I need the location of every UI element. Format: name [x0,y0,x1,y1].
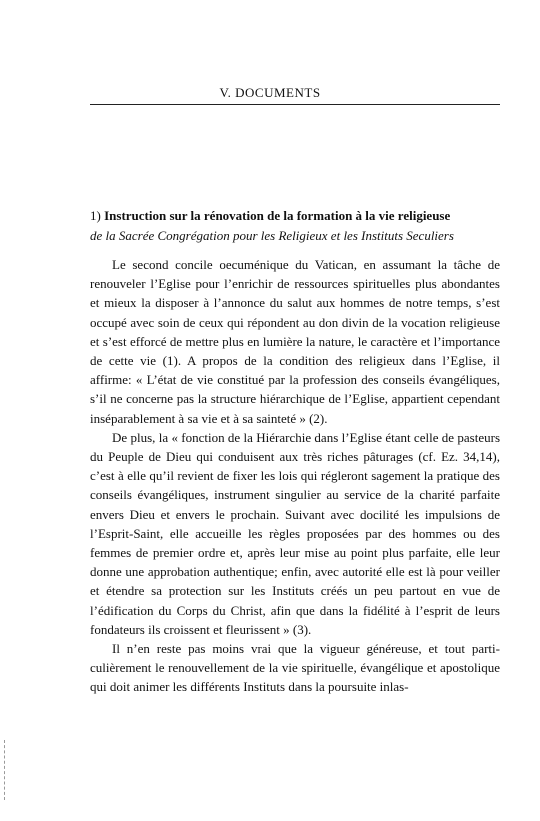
running-head: V. DOCUMENTS [219,85,321,100]
header-rule [90,104,500,105]
body-text [90,255,500,697]
heading-source: de la Sacrée Congrégation pour les Religieux et les Instituts Seculiers [90,228,454,243]
paragraph: Le second concile oecuménique du Vatican, en assumant la tâche de renouveler l’Eglise pour l’enrichir de ressources spirituelles plus abondantes et mieux la disposer à l’annonce du salut aux hommes de notre temps, s’est occupé avec soin de ceux qui répondent au don divin de la vocation religieuse et s’est efforcé de mettre plus en lumière la nature, le caractère et l’importance de cette vie (1). A propos de la condition des religieux dans l’Eglise, il affirme: « L’état de vie constitué par la profession des conseils évangéliques, s’il ne concerne pas la structure hiérarchique de l’Eglise, appartient cependant inséparablement à sa vie et à sa sainteté » (2). [90,257,500,426]
margin-marks [4,740,6,800]
paragraph: De plus, la « fonction de la Hiérarchie dans l’Eglise étant celle de pasteurs du Peuple de Dieu qui conduisent aux très riches pâturages (cf. Ez. 34,14), c’est à elle qu’il revient de fixer les lois qui régleront sagement la pratique des conseils évangéliques, instrument singulier au service de la charité parfaite envers Dieu et envers le prochain. Suivant avec docilité les impulsions de l’Esprit-Saint, elle accueille les règles proposées par des hommes ou des femmes de premier ordre et, après leur mise au point plus parfaite, elle leur donne une approbation authentique; enfin, avec autorité elle est là pour veiller et étendre sa protection sur les Instituts créés un peu partout en vue de l’édification du Corps du Christ, afin que dans la fidélité à l’esprit de leurs fondateurs ils croissent et fleurissent » (3). [90,429,500,637]
heading-number: 1) [90,208,101,223]
document-heading [90,206,510,246]
paragraph: Il n’en reste pas moins vrai que la vigueur généreuse, et tout particulièrement le renouvellement de la vie spirituelle, évangélique et apostolique qui doit animer les différents Instituts dans la poursuite inlas- [90,641,500,695]
heading-title: Instruction sur la rénovation de la formation à la vie religieuse [104,208,451,223]
